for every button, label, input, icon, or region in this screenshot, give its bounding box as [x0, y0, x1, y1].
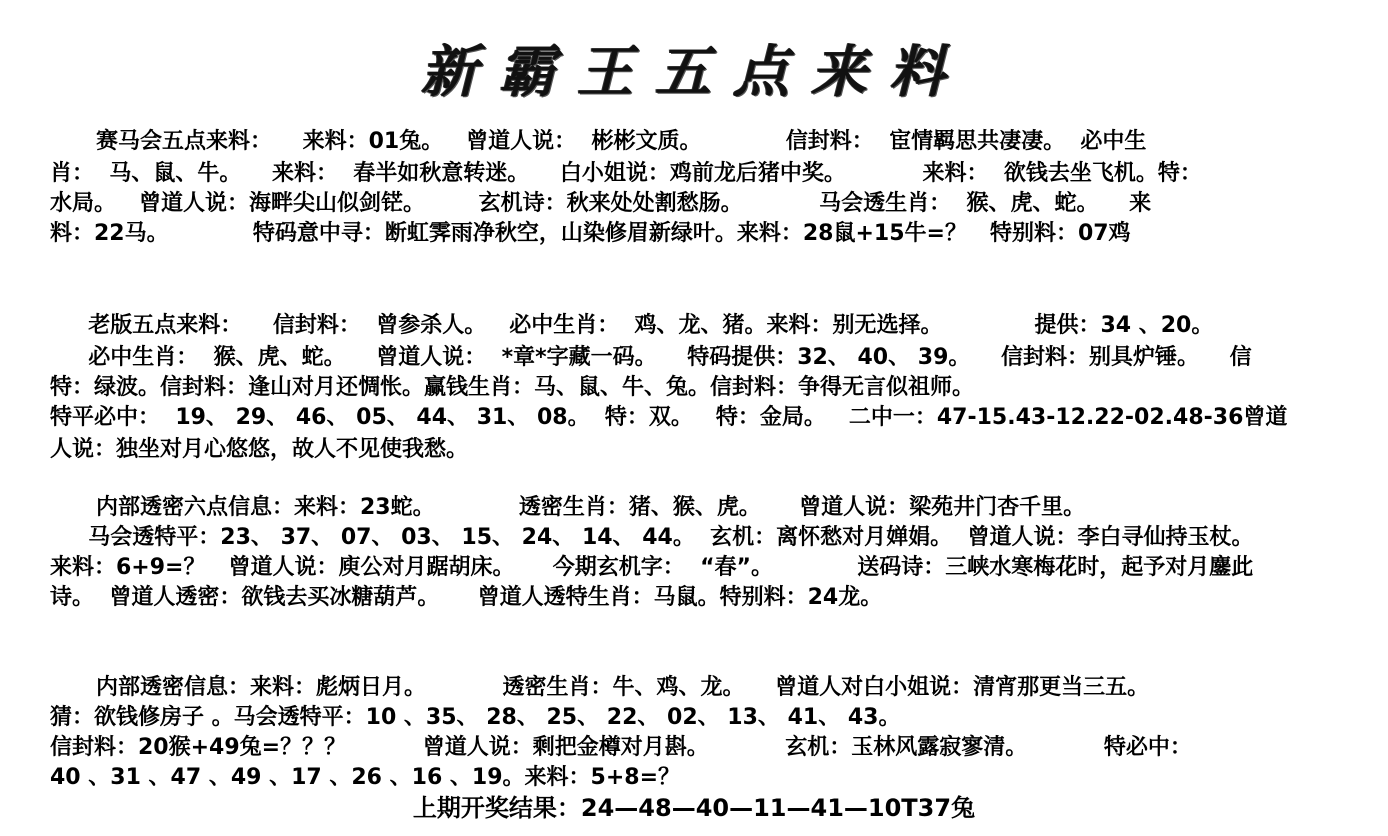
previous-result: 上期开奖结果：24—48—40—11—41—10T37兔 — [412, 794, 976, 822]
text-line: 40 、31 、47 、49 、17 、26 、16 、19。来料：5+8=？ — [50, 765, 681, 790]
text-line: 肖： 马、鼠、牛。 来料： 春半如秋意转迷。 白小姐说：鸡前龙后猪中奖。 来料： 欲钱去坐飞机。特： — [50, 161, 1202, 186]
text-line: 水局。 曾道人说：海畔尖山似剑铓。 玄机诗：秋来处处割愁肠。 马会透生肖： 猴、虎、蛇。 来 — [50, 191, 1152, 216]
text-line: 马会透特平：23、 37、 07、 03、 15、 24、 14、 44。 玄机：离怀愁对月婵娟。 曾道人说：李白寻仙持玉杖。 — [50, 525, 1254, 550]
text-line: 来料：6+9=？ 曾道人说：庾公对月踞胡床。 今期玄机字： “春”。 送码诗：三峡水寒梅花时，起予对月鏖此 — [50, 555, 1254, 580]
text-line: 猜：欲钱修房子 。马会透特平：10 、35、 28、 25、 22、 02、 13、 41、 43。 — [50, 705, 901, 730]
text-line: 诗。 曾道人透密：欲钱去买冰糖葫芦。 曾道人透特生肖：马鼠。特别料：24龙。 — [50, 585, 883, 610]
text-line: 内部透密六点信息：来料：23蛇。 透密生肖：猪、猴、虎。 曾道人说：梁苑井门杏千里。 — [50, 495, 1086, 520]
text-line: 特：绿波。信封料：逢山对月还惆怅。赢钱生肖：马、鼠、牛、兔。信封料：争得无言似祖师。 — [50, 375, 975, 400]
text-line: 必中生肖： 猴、虎、蛇。 曾道人说： *章*字藏一码。 特码提供：32、 40、 39。 信封料：别具炉锤。 信 — [50, 345, 1252, 370]
text-line: 信封料：20猴+49兔=？？？ 曾道人说：剩把金樽对月斟。 玄机：玉林风露寂寥清。 特必中： — [50, 735, 1192, 760]
text-line: 内部透密信息：来料：彪炳日月。 透密生肖：牛、鸡、龙。 曾道人对白小姐说：清宵那更当三五。 — [50, 675, 1150, 700]
page-title: 新霸王五点来料 — [421, 39, 967, 105]
text-line: 料：22马。 特码意中寻：断虹霁雨净秋空，山染修眉新绿叶。来料：28鼠+15牛=？ 特别料：07鸡 — [50, 221, 1131, 246]
text-line: 特平必中： 19、 29、 46、 05、 44、 31、 08。 特：双。 特：金局。 二中一：47-15.43-12.22-02.48-36曾道 — [50, 405, 1288, 430]
text-line: 人说：独坐对月心悠悠，故人不见使我愁。 — [50, 437, 469, 462]
text-line: 老版五点来料： 信封料： 曾参杀人。 必中生肖： 鸡、龙、猪。来料：别无选择。 提供：34 、20。 — [50, 313, 1214, 338]
text-line: 赛马会五点来料： 来料：01兔。 曾道人说： 彬彬文质。 信封料： 宦情羁思共凄凄。 必中生 — [50, 129, 1147, 154]
